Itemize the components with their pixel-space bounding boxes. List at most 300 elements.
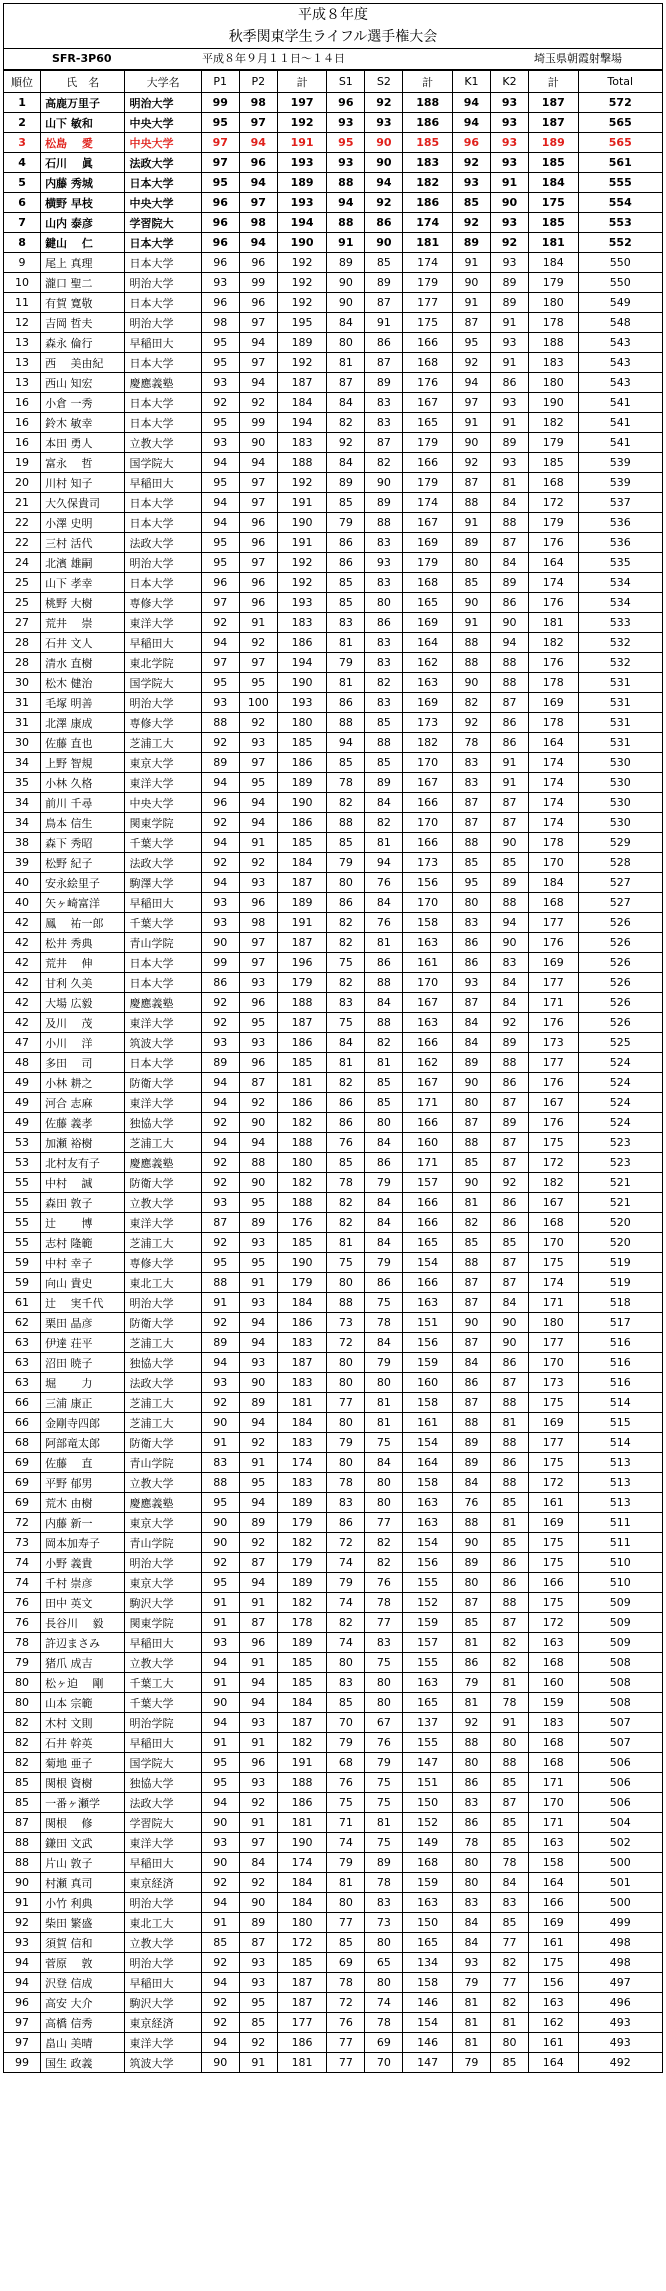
table-row <box>4 813 663 833</box>
university-cell: 独協大学 <box>125 1353 201 1373</box>
p2-cell: 90 <box>239 1113 277 1133</box>
k1-cell: 79 <box>452 2053 490 2073</box>
column-header: S1 <box>327 71 365 93</box>
rank-cell: 53 <box>4 1133 41 1153</box>
k-total-cell: 176 <box>529 933 578 953</box>
s2-cell: 90 <box>365 233 403 253</box>
column-header: 大学名 <box>125 71 201 93</box>
p2-cell: 92 <box>239 853 277 873</box>
p1-cell: 94 <box>201 1713 239 1733</box>
s-total-cell: 179 <box>403 433 452 453</box>
name-cell: 荒井 崇 <box>41 613 125 633</box>
name-cell: 中村 誠 <box>41 1173 125 1193</box>
grand-total-cell: 524 <box>578 1113 663 1133</box>
s1-cell: 75 <box>327 1253 365 1273</box>
p2-cell: 96 <box>239 1753 277 1773</box>
grand-total-cell: 555 <box>578 173 663 193</box>
grand-total-cell: 516 <box>578 1353 663 1373</box>
k2-cell: 87 <box>490 693 528 713</box>
p-total-cell: 176 <box>277 1213 326 1233</box>
grand-total-cell: 526 <box>578 1013 663 1033</box>
s-total-cell: 163 <box>403 1513 452 1533</box>
rank-cell: 76 <box>4 1613 41 1633</box>
k1-cell: 92 <box>452 353 490 373</box>
table-row <box>4 1693 663 1713</box>
table-row <box>4 1193 663 1213</box>
s-total-cell: 177 <box>403 293 452 313</box>
s2-cell: 80 <box>365 1673 403 1693</box>
name-cell: 高安 大介 <box>41 1993 125 2013</box>
s-total-cell: 163 <box>403 673 452 693</box>
k1-cell: 81 <box>452 1993 490 2013</box>
k1-cell: 85 <box>452 1153 490 1173</box>
grand-total-cell: 496 <box>578 1993 663 2013</box>
k-total-cell: 175 <box>529 1553 578 1573</box>
rank-cell: 16 <box>4 433 41 453</box>
k-total-cell: 169 <box>529 1513 578 1533</box>
s-total-cell: 134 <box>403 1953 452 1973</box>
table-row <box>4 1593 663 1613</box>
p1-cell: 92 <box>201 1173 239 1193</box>
name-cell: 富永 哲 <box>41 453 125 473</box>
k1-cell: 80 <box>452 1873 490 1893</box>
rank-cell: 79 <box>4 1653 41 1673</box>
rank-cell: 28 <box>4 633 41 653</box>
k2-cell: 81 <box>490 1673 528 1693</box>
table-row <box>4 473 663 493</box>
s-total-cell: 154 <box>403 1253 452 1273</box>
university-cell: 千葉大学 <box>125 833 201 853</box>
p-total-cell: 192 <box>277 113 326 133</box>
p2-cell: 92 <box>239 713 277 733</box>
rank-cell: 22 <box>4 533 41 553</box>
k2-cell: 88 <box>490 1053 528 1073</box>
k1-cell: 85 <box>452 573 490 593</box>
p1-cell: 95 <box>201 333 239 353</box>
k-total-cell: 168 <box>529 1753 578 1773</box>
s-total-cell: 169 <box>403 613 452 633</box>
p2-cell: 97 <box>239 653 277 673</box>
k1-cell: 84 <box>452 1033 490 1053</box>
university-cell: 駒沢大学 <box>125 1593 201 1613</box>
s2-cell: 75 <box>365 1433 403 1453</box>
table-row <box>4 1033 663 1053</box>
s-total-cell: 166 <box>403 1193 452 1213</box>
s1-cell: 85 <box>327 1153 365 1173</box>
table-row <box>4 213 663 233</box>
grand-total-cell: 517 <box>578 1313 663 1333</box>
p2-cell: 94 <box>239 453 277 473</box>
k-total-cell: 171 <box>529 1813 578 1833</box>
s2-cell: 80 <box>365 1693 403 1713</box>
k2-cell: 87 <box>490 1253 528 1273</box>
s-total-cell: 171 <box>403 1153 452 1173</box>
s2-cell: 83 <box>365 393 403 413</box>
p-total-cell: 180 <box>277 713 326 733</box>
university-cell: 早稲田大 <box>125 473 201 493</box>
s1-cell: 86 <box>327 553 365 573</box>
p2-cell: 92 <box>239 1433 277 1453</box>
name-cell: 小倉 一秀 <box>41 393 125 413</box>
s2-cell: 89 <box>365 493 403 513</box>
s2-cell: 88 <box>365 513 403 533</box>
rank-cell: 69 <box>4 1493 41 1513</box>
k2-cell: 84 <box>490 493 528 513</box>
p2-cell: 96 <box>239 293 277 313</box>
p2-cell: 94 <box>239 1333 277 1353</box>
s-total-cell: 168 <box>403 353 452 373</box>
p-total-cell: 183 <box>277 1333 326 1353</box>
s-total-cell: 162 <box>403 653 452 673</box>
name-cell: 沼田 暁子 <box>41 1353 125 1373</box>
k2-cell: 81 <box>490 2013 528 2033</box>
p1-cell: 90 <box>201 1813 239 1833</box>
name-cell: 有賀 寛敬 <box>41 293 125 313</box>
name-cell: 菅原 敦 <box>41 1953 125 1973</box>
p-total-cell: 191 <box>277 913 326 933</box>
k-total-cell: 161 <box>529 1933 578 1953</box>
p1-cell: 91 <box>201 1673 239 1693</box>
p1-cell: 96 <box>201 233 239 253</box>
grand-total-cell: 535 <box>578 553 663 573</box>
rank-cell: 55 <box>4 1213 41 1233</box>
k2-cell: 88 <box>490 513 528 533</box>
s1-cell: 80 <box>327 1373 365 1393</box>
university-cell: 東京経済 <box>125 2013 201 2033</box>
k2-cell: 86 <box>490 593 528 613</box>
university-cell: 慶應義塾 <box>125 1153 201 1173</box>
p-total-cell: 193 <box>277 193 326 213</box>
p-total-cell: 187 <box>277 933 326 953</box>
k-total-cell: 175 <box>529 1133 578 1153</box>
k-total-cell: 179 <box>529 273 578 293</box>
name-cell: 松木 健治 <box>41 673 125 693</box>
s1-cell: 90 <box>327 273 365 293</box>
table-row <box>4 1133 663 1153</box>
s2-cell: 88 <box>365 733 403 753</box>
p-total-cell: 181 <box>277 1813 326 1833</box>
s1-cell: 77 <box>327 2033 365 2053</box>
table-row <box>4 113 663 133</box>
table-row <box>4 1153 663 1173</box>
p1-cell: 91 <box>201 1293 239 1313</box>
name-cell: 松野 紀子 <box>41 853 125 873</box>
p2-cell: 87 <box>239 1933 277 1953</box>
rank-cell: 38 <box>4 833 41 853</box>
rank-cell: 13 <box>4 373 41 393</box>
k1-cell: 87 <box>452 1273 490 1293</box>
s2-cell: 84 <box>365 1213 403 1233</box>
s-total-cell: 156 <box>403 873 452 893</box>
p-total-cell: 186 <box>277 1313 326 1333</box>
k1-cell: 82 <box>452 1213 490 1233</box>
s2-cell: 85 <box>365 253 403 273</box>
k-total-cell: 190 <box>529 393 578 413</box>
name-cell: 村瀬 真司 <box>41 1873 125 1893</box>
k2-cell: 93 <box>490 213 528 233</box>
k2-cell: 93 <box>490 333 528 353</box>
s1-cell: 88 <box>327 173 365 193</box>
s1-cell: 84 <box>327 393 365 413</box>
grand-total-cell: 531 <box>578 673 663 693</box>
rank-cell: 30 <box>4 733 41 753</box>
s2-cell: 75 <box>365 1833 403 1853</box>
k1-cell: 86 <box>452 1773 490 1793</box>
k1-cell: 86 <box>452 1653 490 1673</box>
p-total-cell: 189 <box>277 1633 326 1653</box>
grand-total-cell: 525 <box>578 1033 663 1053</box>
s2-cell: 80 <box>365 1373 403 1393</box>
k2-cell: 81 <box>490 1413 528 1433</box>
s-total-cell: 163 <box>403 1013 452 1033</box>
university-cell: 日本大学 <box>125 513 201 533</box>
p1-cell: 92 <box>201 1553 239 1573</box>
s-total-cell: 146 <box>403 1993 452 2013</box>
table-row <box>4 253 663 273</box>
s-total-cell: 183 <box>403 153 452 173</box>
k2-cell: 78 <box>490 1853 528 1873</box>
s1-cell: 75 <box>327 1013 365 1033</box>
university-cell: 芝浦工大 <box>125 1413 201 1433</box>
name-cell: 小竹 利典 <box>41 1893 125 1913</box>
s2-cell: 82 <box>365 453 403 473</box>
p1-cell: 97 <box>201 653 239 673</box>
name-cell: 三浦 康正 <box>41 1393 125 1413</box>
k-total-cell: 163 <box>529 1633 578 1653</box>
p1-cell: 90 <box>201 1413 239 1433</box>
k-total-cell: 178 <box>529 833 578 853</box>
name-cell: 矢ヶ崎富洋 <box>41 893 125 913</box>
s-total-cell: 185 <box>403 133 452 153</box>
s2-cell: 94 <box>365 853 403 873</box>
table-row <box>4 733 663 753</box>
university-cell: 芝浦工大 <box>125 733 201 753</box>
k2-cell: 82 <box>490 1653 528 1673</box>
p1-cell: 93 <box>201 433 239 453</box>
s1-cell: 91 <box>327 233 365 253</box>
k2-cell: 85 <box>490 853 528 873</box>
p2-cell: 89 <box>239 1913 277 1933</box>
university-cell: 専修大学 <box>125 1253 201 1273</box>
p-total-cell: 174 <box>277 1853 326 1873</box>
p-total-cell: 192 <box>277 553 326 573</box>
p-total-cell: 180 <box>277 1153 326 1173</box>
table-row <box>4 873 663 893</box>
rank-cell: 80 <box>4 1673 41 1693</box>
rank-cell: 87 <box>4 1813 41 1833</box>
grand-total-cell: 527 <box>578 893 663 913</box>
rank-cell: 42 <box>4 973 41 993</box>
table-row <box>4 1873 663 1893</box>
s1-cell: 78 <box>327 1173 365 1193</box>
p-total-cell: 191 <box>277 1753 326 1773</box>
name-cell: 佐藤 義孝 <box>41 1113 125 1133</box>
k-total-cell: 172 <box>529 1473 578 1493</box>
k2-cell: 86 <box>490 713 528 733</box>
s2-cell: 83 <box>365 653 403 673</box>
s1-cell: 72 <box>327 1333 365 1353</box>
s-total-cell: 182 <box>403 733 452 753</box>
s2-cell: 89 <box>365 373 403 393</box>
table-row <box>4 1813 663 1833</box>
k-total-cell: 168 <box>529 1733 578 1753</box>
s1-cell: 93 <box>327 113 365 133</box>
k2-cell: 89 <box>490 1113 528 1133</box>
university-cell: 立教大学 <box>125 433 201 453</box>
university-cell: 筑波大学 <box>125 2053 201 2073</box>
rank-cell: 42 <box>4 933 41 953</box>
table-row <box>4 1753 663 1773</box>
s-total-cell: 150 <box>403 1913 452 1933</box>
s-total-cell: 152 <box>403 1593 452 1613</box>
s1-cell: 76 <box>327 2013 365 2033</box>
s1-cell: 81 <box>327 1053 365 1073</box>
p-total-cell: 190 <box>277 1833 326 1853</box>
p2-cell: 95 <box>239 673 277 693</box>
k1-cell: 78 <box>452 1833 490 1853</box>
s-total-cell: 169 <box>403 533 452 553</box>
table-row <box>4 1293 663 1313</box>
s2-cell: 65 <box>365 1953 403 1973</box>
k1-cell: 80 <box>452 1753 490 1773</box>
header-info-row <box>4 48 662 69</box>
table-row <box>4 1093 663 1113</box>
university-cell: 芝浦工大 <box>125 1393 201 1413</box>
s-total-cell: 174 <box>403 213 452 233</box>
university-cell: 独協大学 <box>125 1113 201 1133</box>
university-cell: 学習院大 <box>125 1813 201 1833</box>
k-total-cell: 172 <box>529 1613 578 1633</box>
grand-total-cell: 510 <box>578 1573 663 1593</box>
s1-cell: 77 <box>327 2053 365 2073</box>
grand-total-cell: 541 <box>578 413 663 433</box>
p1-cell: 90 <box>201 1533 239 1553</box>
k2-cell: 88 <box>490 653 528 673</box>
table-row <box>4 973 663 993</box>
p2-cell: 91 <box>239 1593 277 1613</box>
k1-cell: 89 <box>452 1553 490 1573</box>
s1-cell: 82 <box>327 973 365 993</box>
p2-cell: 92 <box>239 2033 277 2053</box>
s-total-cell: 165 <box>403 1933 452 1953</box>
s-total-cell: 166 <box>403 1113 452 1133</box>
rank-cell: 90 <box>4 1873 41 1893</box>
k1-cell: 84 <box>452 1353 490 1373</box>
k2-cell: 84 <box>490 1293 528 1313</box>
p-total-cell: 185 <box>277 733 326 753</box>
name-cell: 安永絵里子 <box>41 873 125 893</box>
p1-cell: 95 <box>201 1773 239 1793</box>
university-cell: 早稲田大 <box>125 1633 201 1653</box>
s2-cell: 87 <box>365 353 403 373</box>
k1-cell: 89 <box>452 1053 490 1073</box>
table-row <box>4 453 663 473</box>
s1-cell: 94 <box>327 193 365 213</box>
table-row <box>4 753 663 773</box>
k1-cell: 92 <box>452 713 490 733</box>
table-row <box>4 1633 663 1653</box>
k2-cell: 86 <box>490 1553 528 1573</box>
s-total-cell: 166 <box>403 793 452 813</box>
k-total-cell: 184 <box>529 873 578 893</box>
k1-cell: 87 <box>452 473 490 493</box>
p-total-cell: 191 <box>277 133 326 153</box>
rank-cell: 82 <box>4 1733 41 1753</box>
s2-cell: 84 <box>365 1453 403 1473</box>
p-total-cell: 179 <box>277 1513 326 1533</box>
k-total-cell: 174 <box>529 1273 578 1293</box>
p2-cell: 87 <box>239 1553 277 1573</box>
p2-cell: 94 <box>239 233 277 253</box>
k2-cell: 93 <box>490 253 528 273</box>
grand-total-cell: 506 <box>578 1773 663 1793</box>
k2-cell: 85 <box>490 1813 528 1833</box>
k1-cell: 81 <box>452 2033 490 2053</box>
k2-cell: 88 <box>490 893 528 913</box>
k-total-cell: 176 <box>529 1013 578 1033</box>
k-total-cell: 169 <box>529 1913 578 1933</box>
name-cell: 山内 泰彦 <box>41 213 125 233</box>
rank-cell: 16 <box>4 393 41 413</box>
name-cell: 山下 孝幸 <box>41 573 125 593</box>
k2-cell: 91 <box>490 413 528 433</box>
k-total-cell: 173 <box>529 1033 578 1053</box>
p1-cell: 92 <box>201 993 239 1013</box>
k2-cell: 94 <box>490 913 528 933</box>
university-cell: 日本大学 <box>125 173 201 193</box>
table-row <box>4 1653 663 1673</box>
p1-cell: 92 <box>201 1993 239 2013</box>
k-total-cell: 169 <box>529 693 578 713</box>
k1-cell: 84 <box>452 1013 490 1033</box>
k-total-cell: 158 <box>529 1853 578 1873</box>
k1-cell: 88 <box>452 653 490 673</box>
rank-cell: 34 <box>4 753 41 773</box>
name-cell: 前川 千尋 <box>41 793 125 813</box>
rank-cell: 31 <box>4 713 41 733</box>
p-total-cell: 190 <box>277 513 326 533</box>
k-total-cell: 175 <box>529 1393 578 1413</box>
k-total-cell: 175 <box>529 1453 578 1473</box>
table-row <box>4 1413 663 1433</box>
grand-total-cell: 499 <box>578 1913 663 1933</box>
p2-cell: 91 <box>239 1453 277 1473</box>
p1-cell: 89 <box>201 753 239 773</box>
s2-cell: 77 <box>365 1513 403 1533</box>
p-total-cell: 188 <box>277 1193 326 1213</box>
university-cell: 立教大学 <box>125 1193 201 1213</box>
p2-cell: 93 <box>239 733 277 753</box>
p-total-cell: 184 <box>277 1893 326 1913</box>
name-cell: 向山 貴史 <box>41 1273 125 1293</box>
rank-cell: 97 <box>4 2033 41 2053</box>
name-cell: 畠山 美晴 <box>41 2033 125 2053</box>
k1-cell: 95 <box>452 873 490 893</box>
grand-total-cell: 508 <box>578 1653 663 1673</box>
s-total-cell: 154 <box>403 1433 452 1453</box>
grand-total-cell: 534 <box>578 573 663 593</box>
p1-cell: 92 <box>201 733 239 753</box>
p-total-cell: 186 <box>277 2033 326 2053</box>
s-total-cell: 159 <box>403 1613 452 1633</box>
k2-cell: 85 <box>490 1833 528 1853</box>
rank-cell: 63 <box>4 1353 41 1373</box>
s1-cell: 84 <box>327 1033 365 1053</box>
table-row <box>4 773 663 793</box>
k-total-cell: 161 <box>529 1493 578 1513</box>
name-cell: 阿部竜太郎 <box>41 1433 125 1453</box>
s-total-cell: 171 <box>403 1093 452 1113</box>
